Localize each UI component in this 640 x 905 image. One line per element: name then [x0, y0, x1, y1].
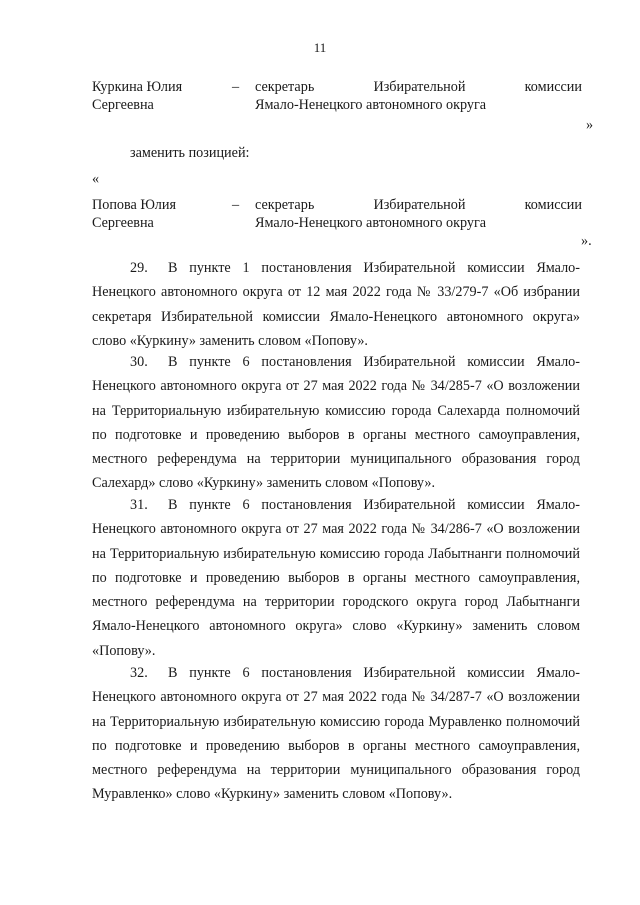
paragraph-text: В пункте 6 постановления Избирательной комиссии Ямало-Ненецкого автономного округа от 27 мая 2022 года № 34/285-7 «О возложении на Территориальную избирательную комиссию города Салехарда полномочий по подготовке и проведению выборов в органы местного самоуправления, местного референдума на территории муниципального образования город Салехард» слово «Куркину» заменить словом «Попову».	[92, 354, 580, 492]
entry-old-role	[255, 78, 582, 114]
paragraph-text: В пункте 6 постановления Избирательной комиссии Ямало-Ненецкого автономного округа от 27 мая 2022 года № 34/287-7 «О возложении на Территориальную избирательную комиссию города Муравленко полномочий по подготовке и проведению выборов в органы местного самоуправления, местного референдума на территории муниципального образования город Муравленко» слово «Куркину» заменить словом «Попову».	[92, 665, 580, 803]
entry-old-name	[92, 78, 212, 114]
entry-old-role-word2: Избирательной	[373, 79, 466, 95]
paragraph-number: 31.	[130, 497, 148, 513]
entry-new-close-quote: ».	[581, 233, 592, 249]
open-quote: «	[92, 171, 100, 187]
entry-new-dash: –	[232, 197, 240, 213]
entry-new-role-word3: комиссии	[524, 197, 582, 213]
paragraph-30	[92, 350, 580, 496]
entry-new-role-word2: Избирательной	[373, 197, 466, 213]
paragraph-number: 30.	[130, 354, 148, 370]
entry-new-name-line1: Попова Юлия	[92, 197, 176, 213]
entry-old-dash: –	[232, 79, 240, 95]
paragraph-text: В пункте 6 постановления Избирательной комиссии Ямало-Ненецкого автономного округа от 27 мая 2022 года № 34/286-7 «О возложении на Территориальную избирательную комиссию города Лабытнанги полномочий по подготовке и проведению выборов в органы местного самоуправления, местного референдума на территории городского округа город Лабытнанги Ямало-Ненецкого автономного округа» слово «Куркину» заменить словом «Попову».	[92, 497, 580, 659]
entry-new-name-line2: Сергеевна	[92, 215, 154, 231]
entry-new-role-word1: секретарь	[255, 197, 315, 213]
entry-old-name-line1: Куркина Юлия	[92, 79, 183, 95]
paragraph-31	[92, 493, 580, 663]
entry-old-name-line2: Сергеевна	[92, 97, 154, 113]
paragraph-number: 32.	[130, 665, 148, 681]
paragraph-number: 29.	[130, 260, 148, 276]
entry-old-close-quote: »	[586, 117, 594, 133]
entry-old-role-word3: комиссии	[524, 79, 582, 95]
entry-new-name	[92, 196, 212, 232]
entry-new-role-line2: Ямало-Ненецкого автономного округа	[255, 215, 487, 231]
replace-text: заменить позицией:	[130, 145, 250, 161]
paragraph-text: В пункте 1 постановления Избирательной комиссии Ямало-Ненецкого автономного округа от 12 мая 2022 года № 33/279-7 «Об избрании секретаря Избирательной комиссии Ямало-Ненецкого автономного округа» слово «Куркину» заменить словом «Попову».	[92, 260, 580, 349]
entry-old-role-line2: Ямало-Ненецкого автономного округа	[255, 97, 487, 113]
entry-old-role-word1: секретарь	[255, 79, 315, 95]
paragraph-32	[92, 661, 580, 807]
entry-new-role	[255, 196, 582, 232]
page-number: 11	[313, 40, 327, 55]
paragraph-29	[92, 256, 580, 353]
